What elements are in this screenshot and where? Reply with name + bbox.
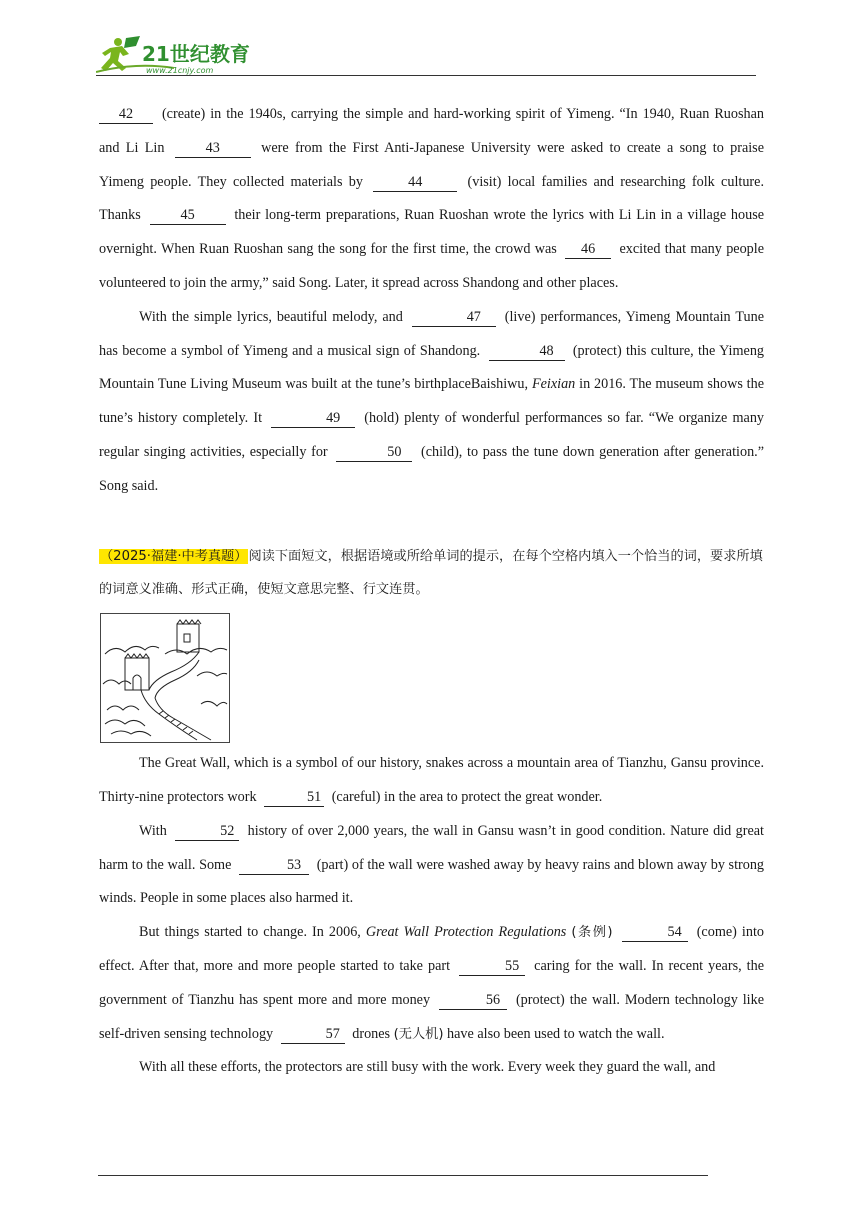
blank-48[interactable]: 48: [489, 342, 565, 361]
header-divider: [96, 75, 756, 76]
blank-53[interactable]: 53: [239, 856, 309, 875]
paragraph: But things started to change. In 2006, Great Wall Protection Regulations (条例) 54 (come) into effect. After that, more and more people started to take part 55 caring for the wall. In recent years, the government of Tianzhu has spent more and more money 56 (protect) the wall. Modern technology like self-driven sensing technology 57 drones (无人机) have also been used to watch the wall.: [99, 924, 765, 1042]
paragraph: With the simple lyrics, beautiful melody, and 47 (live) performances, Yimeng Mountain Tune has become a symbol of Yimeng and a musical sign of Shandong. 48 (protect) this culture, the Yimeng Mountain Tune Living Museum was built at the tune’s birthplaceBaishiwu, Feixian in 2016. The museum shows the tune’s history completely. It 49 (hold) plenty of wonderful performances so far. “We organize many regular singing activities, especially for 50 (child), to pass the tune down generation after generation.” Song said.: [99, 308, 765, 494]
document-body: [99, 98, 764, 1085]
blank-43[interactable]: 43: [175, 139, 251, 158]
paragraph: With all these efforts, the protectors are still busy with the work. Every week they guard the wall, and: [139, 1059, 716, 1076]
blank-52[interactable]: 52: [175, 822, 239, 841]
blank-46[interactable]: 46: [565, 240, 611, 259]
blank-50[interactable]: 50: [336, 443, 412, 462]
blank-44[interactable]: 44: [373, 173, 457, 192]
blank-55[interactable]: 55: [459, 957, 525, 976]
blank-56[interactable]: 56: [439, 991, 507, 1010]
paragraph: 42 (create) in the 1940s, carrying the simple and hard-working spirit of Yimeng. “In 1940, Ruan Ruoshan and Li Lin 43 were from the First Anti-Japanese University were asked to create a song to praise Yimeng people. They collected materials by 44 (visit) local families and researching folk culture. Thanks 45 their long-term preparations, Ruan Ruoshan wrote the lyrics with Li Lin in a village house overnight. When Ruan Ruoshan sang the song for the first time, the crowd was 46 excited that many people volunteered to join the army,” said Song. Later, it spread across Shandong and other places.: [99, 106, 765, 291]
blank-54[interactable]: 54: [622, 923, 688, 942]
blank-49[interactable]: 49: [271, 409, 355, 428]
blank-57[interactable]: 57: [281, 1025, 345, 1044]
paragraph: The Great Wall, which is a symbol of our history, snakes across a mountain area of Tianzhu, Gansu province. Thirty-nine protectors work 51 (careful) in the area to protect the great wonder.: [99, 755, 764, 805]
blank-47[interactable]: 47: [412, 308, 496, 327]
footer-divider: [98, 1175, 708, 1176]
logo-text: 21世纪教育: [142, 42, 250, 66]
logo-url: www.21cnjy.com: [146, 66, 214, 75]
question-instructions: （2025·福建·中考真题）阅读下面短文，根据语境或所给单词的提示，在每个空格内填入一个恰当的词，要求所填的词意义准确、形式正确，使短文意思完整、行文连贯。: [99, 548, 763, 598]
page-header: [96, 34, 756, 78]
blank-45[interactable]: 45: [150, 206, 226, 225]
paragraph: With 52 history of over 2,000 years, the wall in Gansu wasn’t in good condition. Nature did great harm to the wall. Some 53 (part) of the wall were washed away by heavy rains and blown away by strong winds. People in some places also harmed it.: [99, 822, 765, 907]
blank-51[interactable]: 51: [264, 788, 324, 807]
blank-42[interactable]: 42: [99, 105, 153, 124]
great-wall-illustration: [100, 613, 230, 743]
spacer: [99, 504, 764, 540]
source-tag: （2025·福建·中考真题）: [100, 548, 248, 564]
logo: [96, 34, 266, 76]
